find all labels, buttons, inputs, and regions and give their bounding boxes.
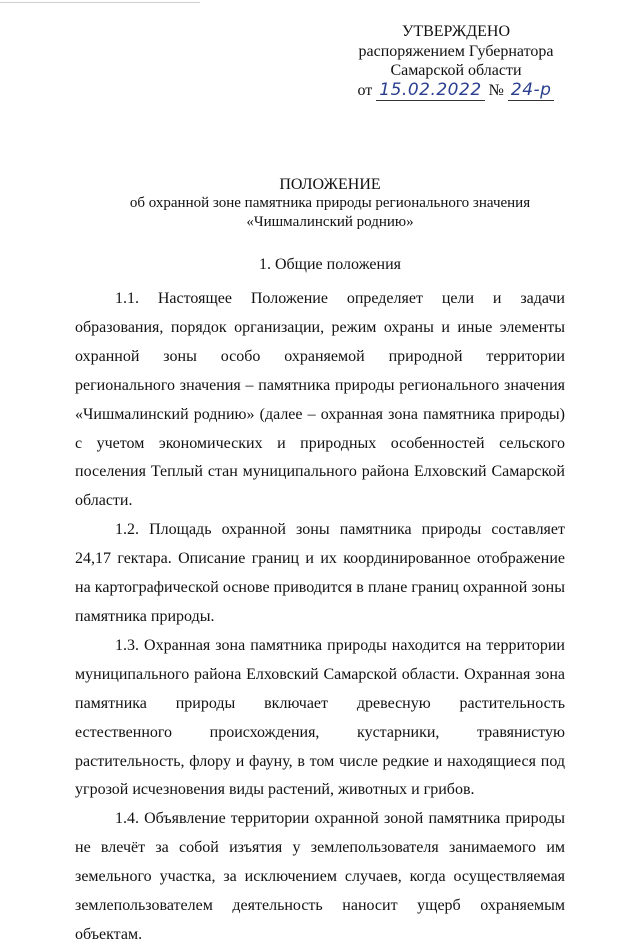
document-title: ПОЛОЖЕНИЕ <box>279 176 381 193</box>
handwritten-date: 15.02.2022 <box>376 80 484 101</box>
handwritten-number: 24-р <box>508 80 555 101</box>
document-title-block <box>60 175 600 232</box>
document-subtitle-2: «Чишмалинский роднию» <box>246 214 414 230</box>
paragraph-1-3: 1.3. Охранная зона памятника природы находится на территории муниципального района Елховский Самарской области. Охранная зона памятника природы включает древесную растительность естественного происхождения, кустарники, травянистую растительность, флору и фауну, в том числе редкие и находящиеся под угрозой исчезновения виды растений, животных и грибов. <box>75 636 565 799</box>
document-subtitle-1: об охранной зоне памятника природы регионального значения <box>129 195 531 211</box>
paragraph-1-4: 1.4. Объявление территории охранной зоной памятника природы не влечёт за собой изъятия у землепользователя занимаемого им земельного участка, за исключением случаев, когда осуществляемая землепользователем деятельность наносит ущерб охраняемым объектам. <box>75 810 565 943</box>
number-prefix: № <box>488 81 504 99</box>
section-heading: 1. Общие положения <box>258 256 402 273</box>
approval-title: УТВЕРЖДЕНО <box>401 23 510 40</box>
paragraph-1-1: 1.1. Настоящее Положение определяет цели и задачи образования, порядок организации, режим охраны и иные элементы охранной зоны особо охраняемой природной территории регионального значения – памятника природы регионального значения «Чишмалинский роднию» (далее – охранная зона памятника природы) с учетом экономических и природных особенностей сельского поселения Теплый стан муниципального района Елховский Самарской области. <box>75 290 565 510</box>
paragraph-1-2: 1.2. Площадь охранной зоны памятника природы составляет 24,17 гектара. Описание границ и их координированное отображение на картографической основе приводится в плане границ охранной зоны памятника природы. <box>75 521 565 625</box>
section-body <box>75 285 565 950</box>
top-edge-rule <box>0 2 200 3</box>
approval-authority: распоряжением Губернатора <box>358 42 554 60</box>
approval-date-line <box>336 81 576 101</box>
approval-region: Самарской области <box>390 62 522 79</box>
approval-stamp-block <box>336 22 576 100</box>
date-prefix: от <box>357 81 373 99</box>
